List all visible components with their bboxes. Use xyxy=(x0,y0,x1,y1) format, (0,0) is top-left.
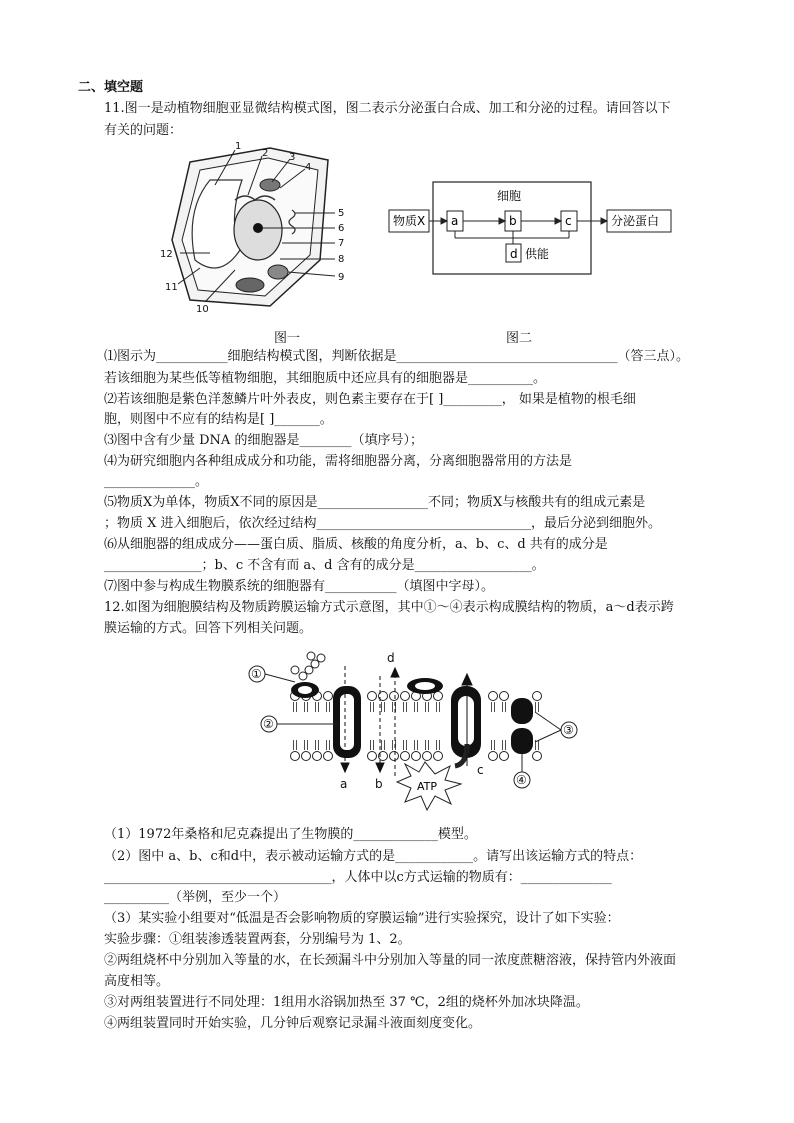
phospholipid-head xyxy=(313,752,322,761)
label-d: d xyxy=(387,651,395,665)
phospholipid-head xyxy=(533,752,542,761)
fig1-label-8: 8 xyxy=(338,254,345,265)
q11-line-8: ⑸物质X为单体，物质X不同的原因是_________________不同；物质X与核酸共有的组成元素是 xyxy=(104,495,646,510)
q12-line-8: 高度相等。 xyxy=(104,974,170,989)
q12-line-1: （1）1972年桑格和尼克森提出了生物膜的_____________模型。 xyxy=(104,827,477,842)
q12-line-10: ④两组装置同时开始实验，几分钟后观察记录漏斗液面刻度变化。 xyxy=(104,1016,482,1031)
phospholipid-head xyxy=(368,692,377,701)
flow-title: 细胞 xyxy=(497,189,522,203)
phospholipid-head xyxy=(368,752,377,761)
fig1-caption: 图一 xyxy=(274,331,301,346)
fig2-caption: 图二 xyxy=(506,331,533,346)
protein-3-top xyxy=(511,698,533,724)
phospholipid-head xyxy=(401,752,410,761)
q11-line-12: ⑺图中参与构成生物膜系统的细胞器有___________（填图中字母）。 xyxy=(104,579,495,594)
q11-line-5: ⑶图中含有少量 DNA 的细胞器是________（填序号）； xyxy=(104,433,423,448)
q12-stem-2: 膜运输的方式。回答下列相关问题。 xyxy=(104,621,313,636)
q11-line-7: ______________。 xyxy=(104,474,209,489)
flow-d-label: 供能 xyxy=(525,247,550,261)
q11-line-3: ⑵若该细胞是紫色洋葱鳞片叶外表皮，则色素主要存在于[ ]_________， 如果是植物的根毛细 xyxy=(104,392,636,407)
label-a: a xyxy=(340,777,348,791)
phospholipid-head xyxy=(434,692,443,701)
q12-line-6: 实验步骤：①组装渗透装置两套，分别编号为 1、2。 xyxy=(104,932,411,947)
mitochondrion xyxy=(268,265,288,279)
flow-c: c xyxy=(565,214,572,228)
flow-a: a xyxy=(451,214,459,228)
label-circle-3: ③ xyxy=(563,723,574,737)
label-b: b xyxy=(375,777,383,791)
q11-line-2: 若该细胞为某些低等植物细胞，其细胞质中还应具有的细胞器是__________。 xyxy=(104,371,547,386)
membrane-diagram xyxy=(245,646,585,818)
q12-line-4: __________（举例，至少一个） xyxy=(104,890,287,905)
q11-stem-2: 有关的问题： xyxy=(104,123,183,138)
fig1-label-11: 11 xyxy=(165,282,178,293)
flow-d: d xyxy=(510,247,518,261)
fig1-label-9: 9 xyxy=(338,272,345,283)
fig1-label-10: 10 xyxy=(196,304,209,315)
q12-line-9: ③对两组装置进行不同处理：1组用水浴锅加热至 37 ℃，2组的烧杯外加冰块降温。 xyxy=(104,995,589,1010)
glycoprotein-core xyxy=(298,686,312,694)
phospholipid-head xyxy=(302,752,311,761)
secretion-flowchart xyxy=(385,178,675,280)
fig1-label-3: 3 xyxy=(289,152,296,163)
phospholipid-head xyxy=(500,752,509,761)
cell-diagram xyxy=(150,140,360,320)
fig1-label-6: 6 xyxy=(338,223,345,234)
atp-label: ATP xyxy=(417,780,438,793)
nucleolus xyxy=(253,223,263,233)
phospholipid-head xyxy=(489,752,498,761)
phospholipid-head xyxy=(390,692,399,701)
q11-line-11: _______________；b、c 不含有而 a、d 含有的成分是__________________。 xyxy=(104,558,545,573)
sugar-chain xyxy=(291,652,325,680)
q12-line-3: ___________________________________，人体中以c方式运输的物质有：______________ xyxy=(104,870,612,885)
chloroplast-2 xyxy=(236,278,264,292)
flow-output: 分泌蛋白 xyxy=(611,214,660,228)
phospholipid-head xyxy=(324,752,333,761)
q11-line-9: ；物质 X 进入细胞后，依次经过结构_________________________________，最后分泌到细胞外。 xyxy=(104,516,662,531)
channel-pore-a xyxy=(340,694,354,750)
fig1-label-12: 12 xyxy=(160,249,173,260)
phospholipid-head xyxy=(434,752,443,761)
q11-line-1: ⑴图示为___________细胞结构模式图，判断依据是__________________________________（答三点）。 xyxy=(104,349,690,364)
label-circle-1: ① xyxy=(251,667,262,681)
phospholipid-head xyxy=(390,752,399,761)
phospholipid-head xyxy=(423,752,432,761)
phospholipid-head xyxy=(533,692,542,701)
q11-line-6: ⑷为研究细胞内各种组成成分和功能，需将细胞器分离，分离细胞器常用的方法是 xyxy=(104,454,573,469)
q12-stem-1: 12.如图为细胞膜结构及物质跨膜运输方式示意图，其中①～④表示构成膜结构的物质，a～d表示跨 xyxy=(104,600,674,615)
section-title: 二、填空题 xyxy=(78,80,144,95)
label-c: c xyxy=(477,763,484,777)
q11-line-4: 胞，则图中不应有的结构是[ ]_______。 xyxy=(104,412,333,427)
q11-stem-1: 11.图一是动植物细胞亚显微结构模式图，图二表示分泌蛋白合成、加工和分泌的过程。请回答以下 xyxy=(104,101,671,116)
q11-line-10: ⑹从细胞器的组成成分——蛋白质、脂质、核酸的角度分析，a、b、c、d 共有的成分是 xyxy=(104,537,608,552)
fig1-label-5: 5 xyxy=(338,208,345,219)
bilayer-heads xyxy=(291,692,542,761)
q12-line-5: （3）某实验小组要对“低温是否会影响物质的穿膜运输”进行实验探究，设计了如下实验： xyxy=(104,911,620,926)
phospholipid-head xyxy=(489,692,498,701)
q12-line-7: ②两组烧杯中分别加入等量的水，在长颈漏斗中分别加入等量的同一浓度蔗糖溶液，保持管内外液面 xyxy=(104,953,677,968)
phospholipid-head xyxy=(412,752,421,761)
q12-line-2: （2）图中 a、b、c和d中，表示被动运输方式的是____________。请写出该运输方式的特点： xyxy=(104,849,643,864)
fig1-label-7: 7 xyxy=(338,238,345,249)
carrier-pore-c xyxy=(458,696,474,746)
fig1-label-2: 2 xyxy=(262,148,269,159)
label-circle-2: ② xyxy=(263,717,274,731)
chloroplast xyxy=(260,179,280,191)
phospholipid-head xyxy=(500,692,509,701)
fig1-label-1: 1 xyxy=(235,141,242,152)
surface-protein-mid-core xyxy=(415,682,435,690)
label-circle-4: ④ xyxy=(516,773,527,787)
phospholipid-head xyxy=(291,752,300,761)
phospholipid-head xyxy=(401,692,410,701)
fig1-label-4: 4 xyxy=(305,162,312,173)
flow-b: b xyxy=(509,214,517,228)
phospholipid-head xyxy=(324,692,333,701)
flow-input: 物质X xyxy=(393,214,426,228)
protein-4 xyxy=(511,728,533,754)
